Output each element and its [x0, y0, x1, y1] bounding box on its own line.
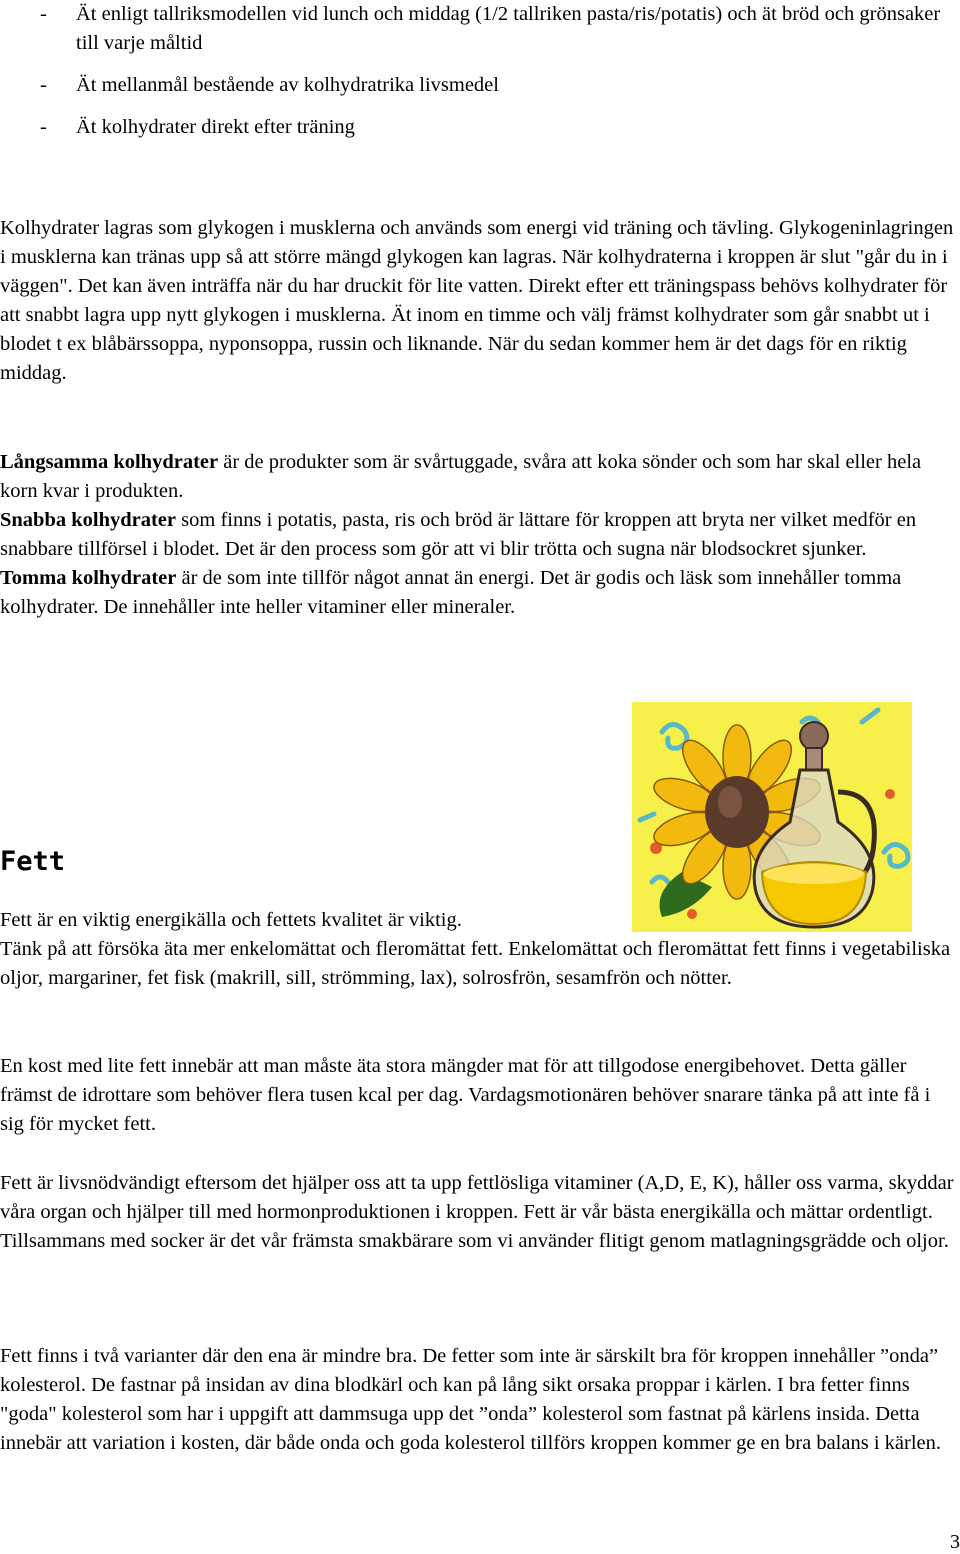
fat-paragraph-2: [0, 1052, 958, 1139]
fat-paragraph-3: [0, 1169, 958, 1256]
sunflower-oil-clipart: [632, 702, 912, 932]
bullet-marker: -: [40, 3, 47, 25]
page-number: 3: [950, 1531, 960, 1553]
slow-carbs-term: Långsamma kolhydrater: [0, 451, 219, 473]
fat-intro-text: Tänk på att försöka äta mer enkelomättat och fleromättat fett. Enkelomättat och fleromättat fett finns i vegetabiliska oljor, margariner, fet fisk (makrill, sill, strömming, lax), solrosfrön, sesamfrön och nötter.: [0, 938, 951, 989]
paragraph-text: En kost med lite fett innebär att man måste äta stora mängder mat för att tillgodose energibehovet. Detta gäller främst de idrottare som behöver flera tusen kcal per dag. Vardagsmotionären behöver snarare tänka på att inte få i sig för mycket fett.: [0, 1055, 931, 1135]
slow-carbs-paragraph: [0, 448, 958, 506]
carb-types-section: [0, 448, 958, 622]
list-item: [40, 0, 960, 58]
list-item: [40, 71, 960, 100]
paragraph-text: Kolhydrater lagras som glykogen i musklerna och används som energi vid träning och tävling. Glykogeninlagringen i musklerna kan tränas upp så att större mängd glykogen kan lagras. När kolhydraterna i kroppen är slut "går du in i väggen". Det kan även inträffa när du har druckit för lite vatten. Direkt efter ett träningspass behövs kolhydrater för att snabbt lagra upp nytt glykogen i musklerna. Ät inom en timme och välj främst kolhydrater som går snabbt ut i blodet t ex blåbärssoppa, nyponsoppa, russin och liknande. När du sedan kommer hem är det dags för en riktig middag.: [0, 217, 954, 384]
fat-paragraph-1: [0, 906, 958, 993]
slow-carbs-text: är de produkter som är svårtuggade, svåra att koka sönder och som har skal eller hela korn kvar i produkten.: [0, 451, 922, 502]
list-item-text: Ät kolhydrater direkt efter träning: [76, 116, 355, 138]
paragraph-text: Fett finns i två varianter där den ena är mindre bra. De fetter som inte är särskilt bra för kroppen innehåller ”onda” kolesterol. De fastnar på insidan av dina blodkärl och kan på lång sikt orsaka proppar i kärlen. I bra fetter finns "goda" kolesterol som har i uppgift att dammsuga upp det ”onda” kolesterol som fastnat på kärlens insida. Detta innebär att variation i kosten, där både onda och goda kolesterol tillförs kroppen kommer ge en bra balans i kärlen.: [0, 1345, 941, 1454]
paragraph-text: Fett är livsnödvändigt eftersom det hjälper oss att ta upp fettlösliga vitaminer (A,D, E, K), håller oss varma, skyddar våra organ och hjälper till med hormonproduktionen i kroppen. Fett är vår bästa energikälla och mättar ordentligt. Tillsammans med socker är det vår främsta smakbärare som vi använder flitigt genom matlagningsgrädde och oljor.: [0, 1172, 954, 1252]
empty-carbs-term: Tomma kolhydrater: [0, 567, 177, 589]
advice-list: [40, 0, 960, 155]
fast-carbs-term: Snabba kolhydrater: [0, 509, 177, 531]
empty-carbs-paragraph: [0, 564, 958, 622]
list-item-text: Ät mellanmål bestående av kolhydratrika livsmedel: [76, 74, 499, 96]
fast-carbs-paragraph: [0, 506, 958, 564]
fat-intro-line: Fett är en viktig energikälla och fettets kvalitet är viktig.: [0, 909, 462, 931]
glycogen-paragraph: [0, 214, 958, 388]
list-item-text: Ät enligt tallriksmodellen vid lunch och middag (1/2 tallriken pasta/ris/potatis) och ät bröd och grönsaker till varje måltid: [76, 3, 941, 54]
fat-paragraph-4: [0, 1342, 958, 1458]
bullet-marker: -: [40, 74, 47, 96]
empty-carbs-text: är de som inte tillför något annat än energi. Det är godis och läsk som innehåller tomma kolhydrater. De innehåller inte heller vitaminer eller mineraler.: [0, 567, 902, 618]
bullet-marker: -: [40, 116, 47, 138]
fast-carbs-text: som finns i potatis, pasta, ris och bröd är lättare för kroppen att bryta ner vilket medför en snabbare tillförsel i blodet. Det är den process som gör att vi blir trötta och sugna när blodsockret sjunker.: [0, 509, 917, 560]
section-heading-fett: Fett: [0, 846, 66, 877]
list-item: [40, 113, 960, 142]
